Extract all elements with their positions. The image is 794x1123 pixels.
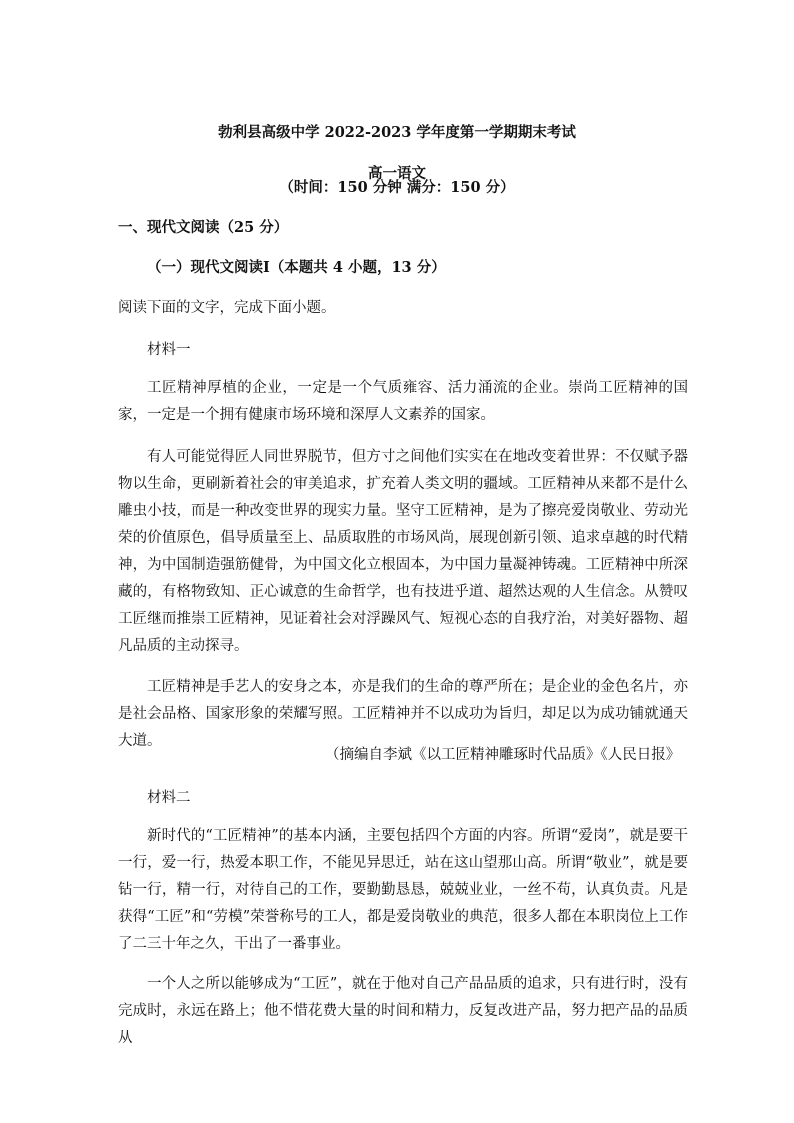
material-two-label: 材料二: [147, 790, 191, 806]
material-one-label: 材料一: [147, 342, 191, 358]
section-subheading: （一）现代文阅读Ⅰ（本题共 4 小题，13 分）: [147, 259, 446, 276]
material-one-paragraph-2: 有人可能觉得匠人同世界脱节，但方寸之间他们实实在在地改变着世界：不仅赋予器物以生命，更刷新着社会的审美追求，扩充着人类文明的疆域。工匠精神从来都不是什么雕虫小技，而是一种改变世界的现实力量。坚守工匠精神，是为了擦亮爱岗敬业、劳动光荣的价值原色，倡导质量至上、品质取胜的市场风尚，展现创新引领、追求卓越的时代精神，为中国制造强筋健骨，为中国文化立根固本，为中国力量凝神铸魂。工匠精神中所深藏的，有格物致知、正心诚意的生命哲学，也有技进乎道、超然达观的人生信念。从赞叹工匠继而推崇工匠精神，见证着社会对浮躁风气、短视心态的自我疗治，对美好器物、超凡品质的主动探寻。: [118, 449, 688, 654]
material-two-paragraph-1: 新时代的“工匠精神”的基本内涵，主要包括四个方面的内容。所谓“爱岗”，就是要干一行，爱一行，热爱本职工作，不能见异思迁，站在这山望那山高。所谓“敬业”，就是要钻一行，精一行，对待自己的工作，要勤勤恳恳，兢兢业业，一丝不苟，认真负责。凡是获得“工匠”和“劳模”荣誉称号的工人，都是爱岗敬业的典范，很多人都在本职岗位上工作了二三十年之久，干出了一番事业。: [118, 828, 688, 952]
reading-instruction: 阅读下面的文字，完成下面小题。: [118, 300, 336, 316]
subject-title: 高一语文: [368, 165, 426, 182]
exam-title: 勃利县高级中学 2022-2023 学年度第一学期期末考试: [218, 124, 576, 141]
material-one-source: （摘编自李斌《以工匠精神雕琢时代品质》《人民日报》: [325, 747, 681, 763]
section-heading: 一、现代文阅读（25 分）: [118, 219, 289, 236]
material-one-paragraph-3: 工匠精神是手艺人的安身之本，亦是我们的生命的尊严所在；是企业的金色名片，亦是社会品格、国家形象的荣耀写照。工匠精神并不以成功为旨归，却足以为成功铺就通天大道。: [118, 679, 688, 749]
material-two-paragraph-2: 一个人之所以能够成为“工匠”，就在于他对自己产品品质的追求，只有进行时，没有完成时，永远在路上；他不惜花费大量的时间和精力，反复改进产品，努力把产品的品质从: [118, 976, 688, 1046]
material-one-paragraph-1: 工匠精神厚植的企业，一定是一个气质雍容、活力涌流的企业。崇尚工匠精神的国家，一定是一个拥有健康市场环境和深厚人文素养的国家。: [118, 380, 688, 423]
exam-info: （时间：150 分钟 满分：150 分）: [279, 179, 515, 196]
